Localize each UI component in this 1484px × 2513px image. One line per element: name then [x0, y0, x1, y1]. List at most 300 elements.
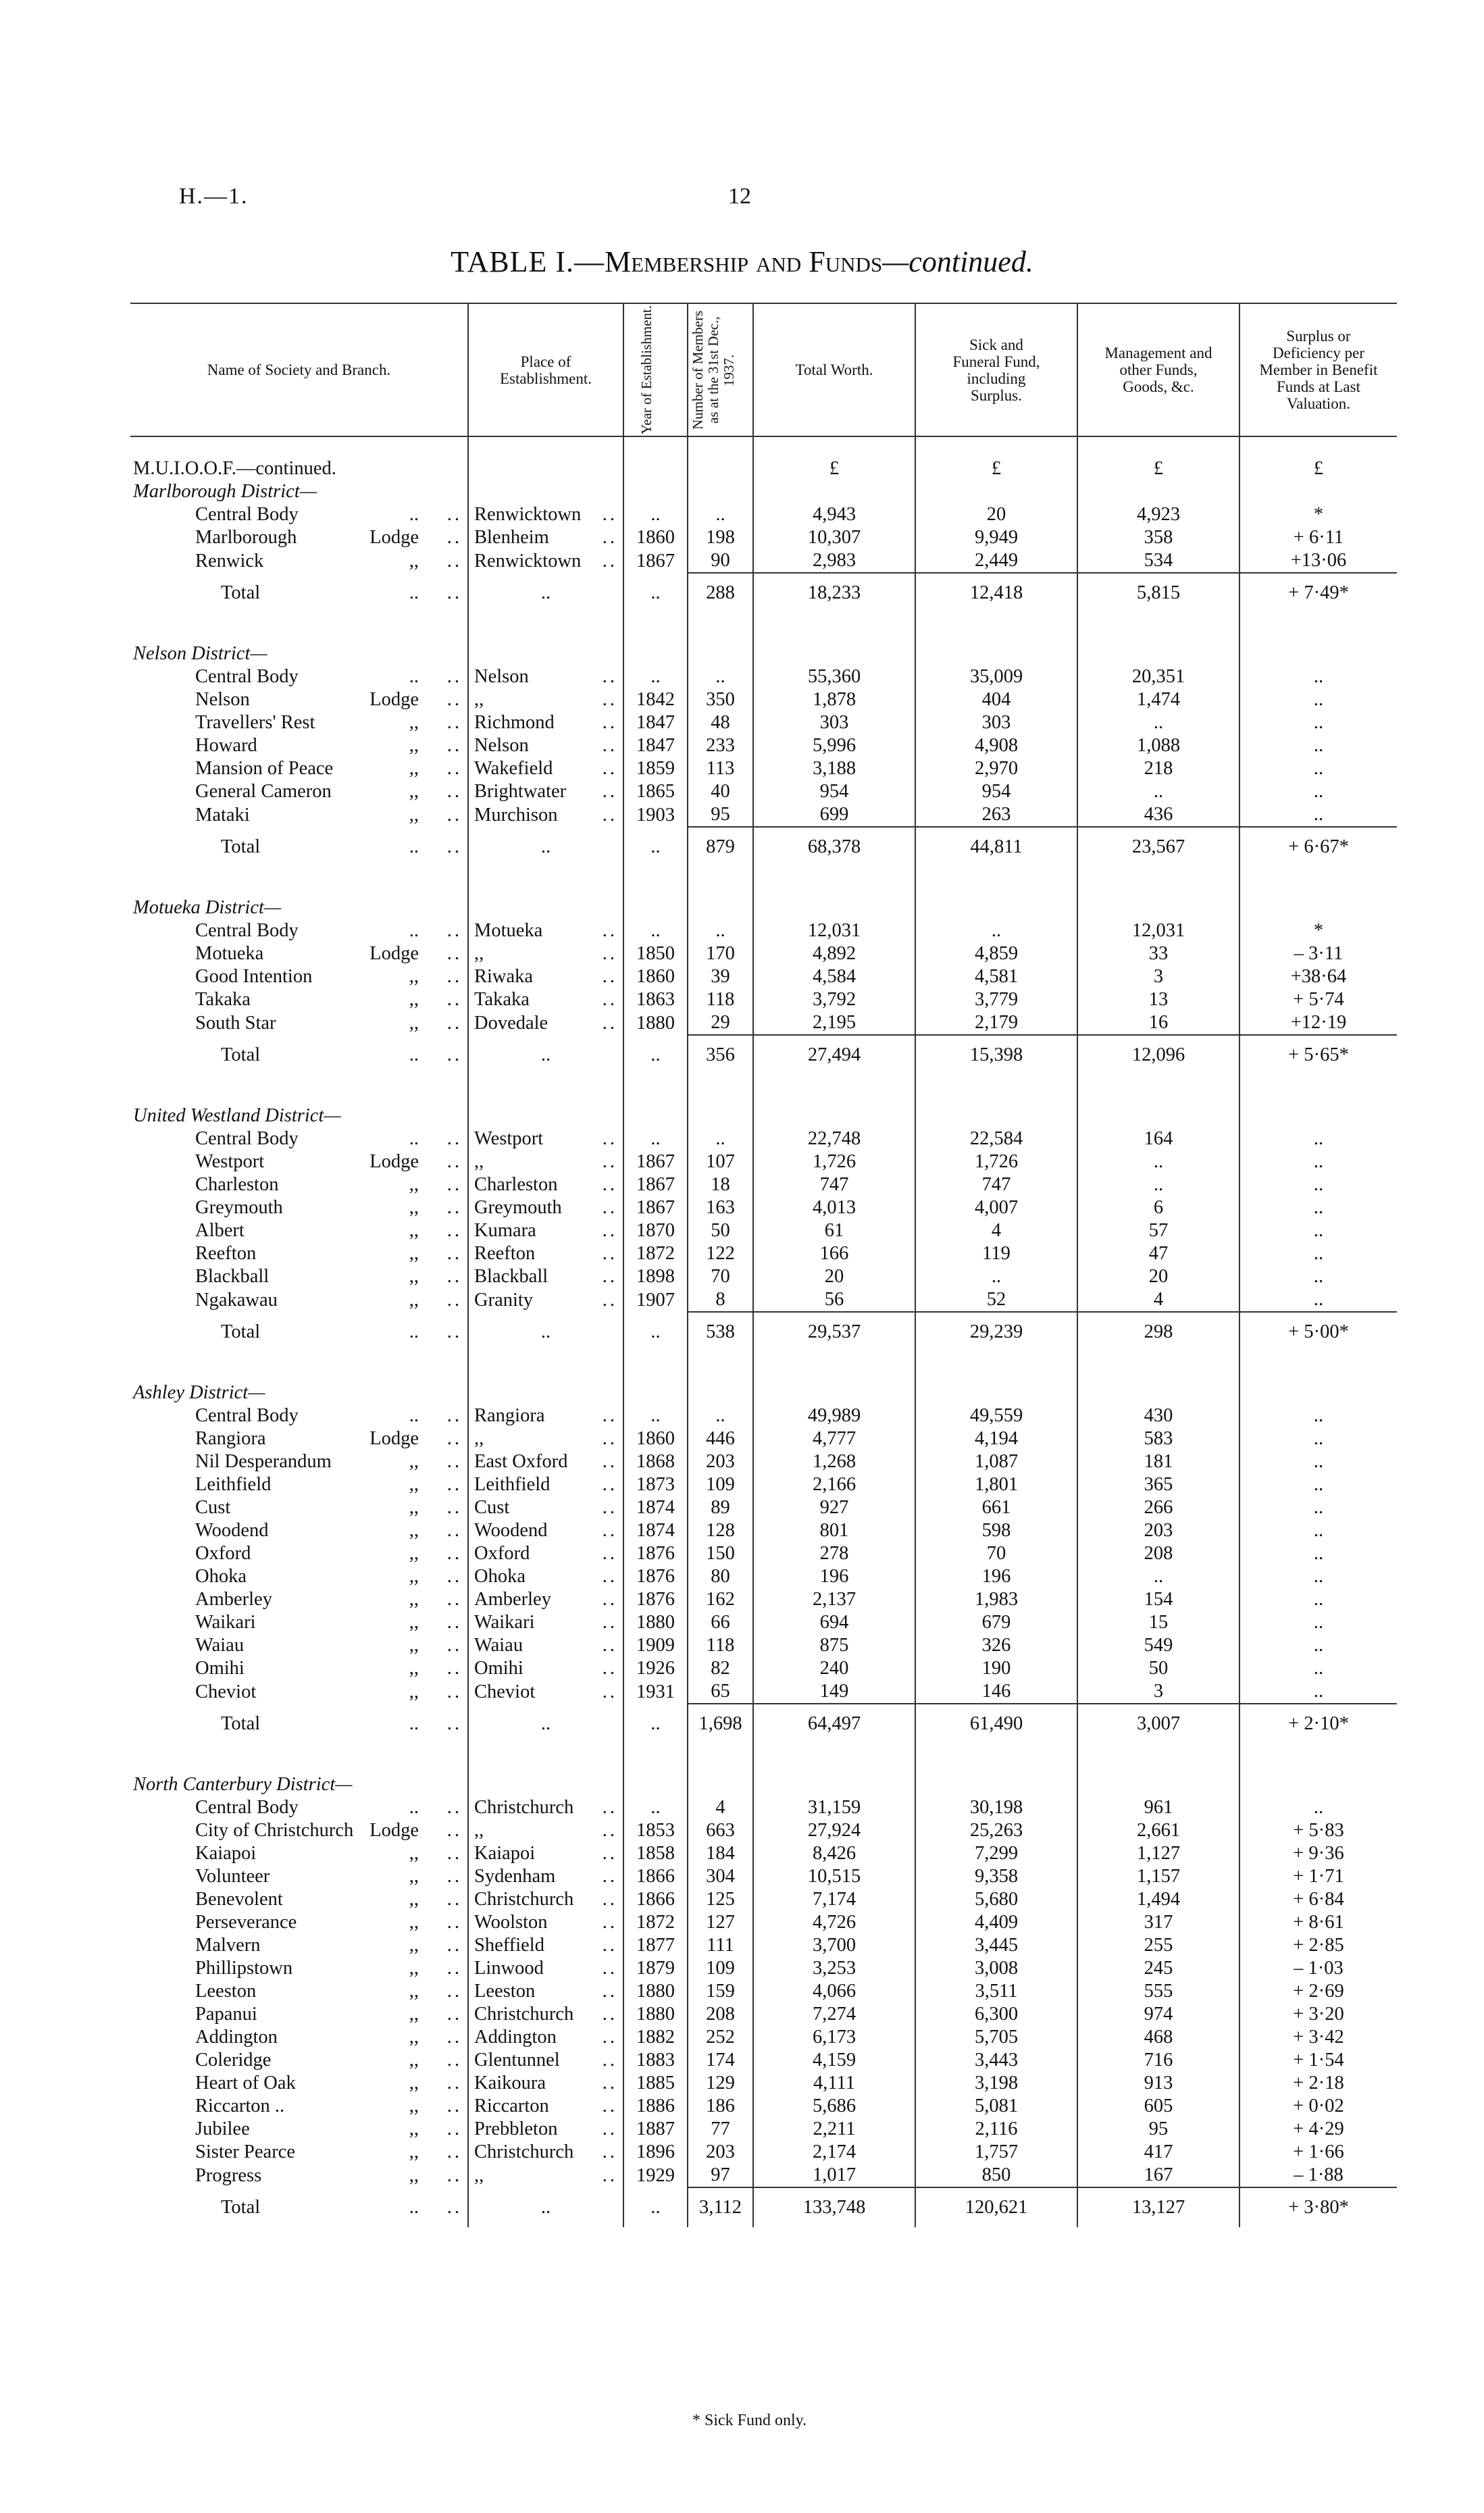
leader-dots: .. — [446, 989, 462, 1010]
total-row — [130, 573, 1397, 613]
branch-name-cell — [130, 711, 468, 734]
branch-name-wrap — [133, 666, 467, 688]
total-worth-cell: 4,777 — [753, 1427, 915, 1450]
sick-fund-cell: 7,299 — [915, 1842, 1077, 1865]
table-row — [130, 1265, 1397, 1288]
management-cell: 974 — [1077, 2003, 1239, 2026]
management-cell: .. — [1077, 711, 1239, 734]
place-cell — [468, 1473, 623, 1496]
branch-name: Central Body — [195, 1405, 299, 1426]
leader-dots: .. — [446, 943, 462, 964]
management-cell: 20,351 — [1077, 665, 1239, 688]
year-cell: 1867 — [623, 549, 688, 573]
branch-name-cell — [130, 2003, 468, 2026]
total-worth-cell: 2,174 — [753, 2141, 915, 2164]
total-worth-cell: 954 — [753, 780, 915, 803]
year-cell: 1879 — [623, 1957, 688, 1980]
leader-dots: .. — [446, 527, 462, 548]
members-cell: 66 — [688, 1611, 753, 1634]
total-worth-cell: 875 — [753, 1634, 915, 1657]
place-wrap — [474, 1520, 623, 1542]
place-cell — [468, 2141, 623, 2164]
spacer-row — [130, 867, 1397, 896]
surplus-cell: * — [1239, 919, 1397, 942]
sick-fund-cell: 3,511 — [915, 1980, 1077, 2003]
total-worth: 29,537 — [753, 1312, 915, 1352]
empty-cell — [623, 867, 688, 896]
branch-name-cell — [130, 1173, 468, 1196]
place-cell — [468, 503, 623, 526]
place-wrap — [474, 1543, 623, 1565]
leader-dots: .. — [446, 2196, 462, 2218]
table-row — [130, 665, 1397, 688]
table-row — [130, 1680, 1397, 1704]
table-row — [130, 1634, 1397, 1657]
total-surplus: + 7·49* — [1239, 573, 1397, 613]
management-cell: 50 — [1077, 1657, 1239, 1680]
leader-dots: .. — [446, 1958, 462, 1979]
place-wrap — [474, 1866, 623, 1887]
management-cell: 13 — [1077, 988, 1239, 1011]
sick-fund-cell: 52 — [915, 1288, 1077, 1312]
place-name: Greymouth — [474, 1197, 562, 1218]
branch-kind-leader: .. — [409, 666, 419, 687]
place-name: Nelson — [474, 666, 529, 687]
year-cell: 1867 — [623, 1173, 688, 1196]
leader-dots: .. — [602, 1266, 617, 1287]
branch-name: Leeston — [195, 1981, 257, 2002]
empty-cell — [1077, 1352, 1239, 1381]
district-heading-row — [130, 896, 1397, 919]
sick-fund-cell: 35,009 — [915, 665, 1077, 688]
total-worth-cell: 166 — [753, 1242, 915, 1265]
empty-cell — [915, 1381, 1077, 1404]
table-row — [130, 1611, 1397, 1634]
branch-name-cell — [130, 1496, 468, 1519]
place-cell — [468, 1542, 623, 1565]
branch-name: Heart of Oak — [195, 2073, 296, 2093]
branch-name: Waiau — [195, 1635, 245, 1656]
table-row — [130, 757, 1397, 780]
place-name: Amberley — [474, 1589, 551, 1610]
branch-kind: ,, — [409, 1543, 419, 1564]
branch-kind: Lodge — [369, 1820, 419, 1841]
branch-name-wrap — [133, 1151, 467, 1173]
place-name: ,, — [474, 943, 484, 964]
leader-dots: .. — [446, 1405, 462, 1426]
empty-cell — [915, 1105, 1077, 1127]
branch-kind: ,, — [409, 1681, 419, 1702]
sick-fund-cell: 263 — [915, 803, 1077, 827]
sick-fund-cell: .. — [915, 1265, 1077, 1288]
branch-name: Riccarton .. — [195, 2096, 285, 2116]
leader-dots: .. — [602, 1197, 617, 1218]
place-cell — [468, 2072, 623, 2095]
total-worth-cell: 4,111 — [753, 2072, 915, 2095]
branch-name-cell — [130, 1980, 468, 2003]
place-wrap — [474, 1151, 623, 1173]
total-row — [130, 1704, 1397, 1744]
surplus-cell: .. — [1239, 711, 1397, 734]
branch-kind: ,, — [409, 804, 419, 826]
empty-cell — [688, 1381, 753, 1404]
leader-dots: .. — [602, 1589, 617, 1610]
place-cell — [468, 2118, 623, 2141]
management-cell: 218 — [1077, 757, 1239, 780]
place-name: Cust — [474, 1497, 510, 1518]
place-cell — [468, 1980, 623, 2003]
branch-kind: ,, — [409, 2073, 419, 2093]
place-cell — [468, 919, 623, 942]
district-heading-row — [130, 480, 1397, 503]
col-header-members: Number of Members as at the 31st Dec., 1937. — [688, 303, 753, 436]
place-cell — [468, 1196, 623, 1219]
sick-fund-cell: 4 — [915, 1219, 1077, 1242]
empty-cell — [468, 1352, 623, 1381]
year-cell: .. — [623, 503, 688, 526]
leader-dots: .. — [602, 1866, 617, 1887]
leader-dots: .. — [446, 1428, 462, 1449]
place-cell — [468, 1450, 623, 1473]
place-cell — [468, 1427, 623, 1450]
place-cell — [468, 1496, 623, 1519]
leader-dots: .. — [409, 1712, 419, 1734]
place-wrap — [474, 2004, 623, 2025]
surplus-cell: + 4·29 — [1239, 2118, 1397, 2141]
total-sick-fund: 12,418 — [915, 573, 1077, 613]
leader-dots: .. — [446, 1289, 462, 1311]
place-name: Oxford — [474, 1543, 530, 1564]
members-cell: 4 — [688, 1796, 753, 1819]
place-cell — [468, 1819, 623, 1842]
branch-name-cell — [130, 1957, 468, 1980]
empty-cell — [1239, 1075, 1397, 1105]
sick-fund-cell: 6,300 — [915, 2003, 1077, 2026]
table-row — [130, 780, 1397, 803]
branch-kind-leader: .. — [409, 1128, 419, 1149]
branch-name-wrap — [133, 1428, 467, 1450]
members-cell: 80 — [688, 1565, 753, 1588]
management-cell: 181 — [1077, 1450, 1239, 1473]
table-body — [130, 436, 1397, 2227]
total-worth-cell: 240 — [753, 1657, 915, 1680]
leader-dots: .. — [446, 1497, 462, 1518]
branch-name-cell — [130, 757, 468, 780]
total-worth-cell: 1,726 — [753, 1150, 915, 1173]
leader-dots: .. — [602, 735, 617, 756]
currency-symbol: £ — [1077, 457, 1239, 480]
sick-fund-cell: 5,081 — [915, 2095, 1077, 2118]
leader-dots: .. — [446, 1197, 462, 1218]
management-cell: 1,474 — [1077, 688, 1239, 711]
place-cell — [468, 1288, 623, 1312]
total-year-leader: .. — [623, 1035, 688, 1075]
branch-name: Westport — [195, 1151, 265, 1172]
branch-name-cell — [130, 2118, 468, 2141]
leader-dots: .. — [602, 2118, 617, 2139]
total-place-leader: .. — [468, 2187, 623, 2227]
branch-name-cell — [130, 1934, 468, 1957]
surplus-cell: + 6·84 — [1239, 1888, 1397, 1911]
total-management: 12,096 — [1077, 1035, 1239, 1075]
branch-kind: Lodge — [369, 689, 419, 710]
total-worth-cell: 149 — [753, 1680, 915, 1704]
place-name: Addington — [474, 2027, 557, 2048]
branch-name-wrap — [133, 1290, 467, 1311]
members-cell: 97 — [688, 2164, 753, 2187]
place-wrap — [474, 1912, 623, 1933]
surplus-cell: .. — [1239, 1427, 1397, 1450]
year-cell: 1847 — [623, 734, 688, 757]
leader-dots: .. — [602, 2050, 617, 2071]
total-label-wrap — [133, 836, 467, 858]
place-name: Reefton — [474, 1243, 536, 1264]
leader-dots: .. — [446, 2164, 462, 2186]
table-row — [130, 2049, 1397, 2072]
year-cell: 1907 — [623, 1288, 688, 1312]
total-management: 23,567 — [1077, 827, 1239, 867]
total-label: Total — [221, 1712, 261, 1734]
total-worth-cell: 4,892 — [753, 942, 915, 965]
total-place-leader: .. — [468, 827, 623, 867]
sick-fund-cell: 4,007 — [915, 1196, 1077, 1219]
leader-dots: .. — [602, 1612, 617, 1633]
sick-fund-cell: 119 — [915, 1242, 1077, 1265]
branch-name: Sister Pearce — [195, 2141, 295, 2162]
surplus-cell: .. — [1239, 1588, 1397, 1611]
table-row — [130, 2095, 1397, 2118]
branch-name-cell — [130, 1196, 468, 1219]
sick-fund-cell: 850 — [915, 2164, 1077, 2187]
page-number: 12 — [728, 184, 751, 209]
branch-name-wrap — [133, 2027, 467, 2048]
leader-dots: .. — [446, 1589, 462, 1610]
management-cell: 1,127 — [1077, 1842, 1239, 1865]
table-row — [130, 1196, 1397, 1219]
branch-name-cell — [130, 780, 468, 803]
year-cell: .. — [623, 919, 688, 942]
spacer-row — [130, 1352, 1397, 1381]
branch-kind: ,, — [409, 1866, 419, 1887]
management-cell: 167 — [1077, 2164, 1239, 2187]
branch-name: Rangiora — [195, 1428, 266, 1449]
year-cell: 1853 — [623, 1819, 688, 1842]
branch-name-cell — [130, 2026, 468, 2049]
leader-dots: .. — [602, 504, 617, 525]
table-row — [130, 2141, 1397, 2164]
table-row — [130, 803, 1397, 827]
members-cell: 40 — [688, 780, 753, 803]
surplus-cell: .. — [1239, 780, 1397, 803]
total-label-wrap — [133, 1321, 467, 1343]
year-cell: 1860 — [623, 965, 688, 988]
sick-fund-cell: 196 — [915, 1565, 1077, 1588]
empty-cell — [1239, 1381, 1397, 1404]
leader-dots: .. — [602, 1220, 617, 1241]
leader-dots: .. — [602, 527, 617, 548]
col-header-year: Year of Establishment. — [623, 303, 688, 436]
place-cell — [468, 1634, 623, 1657]
leader-dots: .. — [446, 1612, 462, 1633]
leader-dots: .. — [602, 1912, 617, 1933]
leader-dots: .. — [602, 966, 617, 987]
management-cell: 47 — [1077, 1242, 1239, 1265]
year-cell: 1876 — [623, 1542, 688, 1565]
place-name: Nelson — [474, 735, 529, 756]
place-name: Rangiora — [474, 1405, 545, 1426]
branch-name-wrap — [133, 1612, 467, 1633]
place-wrap — [474, 527, 623, 549]
place-wrap — [474, 1612, 623, 1633]
empty-cell — [688, 613, 753, 642]
table-row — [130, 1542, 1397, 1565]
branch-name-wrap — [133, 966, 467, 988]
branch-name-cell — [130, 965, 468, 988]
place-wrap — [474, 504, 623, 526]
place-cell — [468, 1519, 623, 1542]
table-row — [130, 1934, 1397, 1957]
surplus-cell: + 2·18 — [1239, 2072, 1397, 2095]
management-cell: 255 — [1077, 1934, 1239, 1957]
branch-kind: Lodge — [369, 1428, 419, 1449]
year-cell: 1885 — [623, 2072, 688, 2095]
table-title-main: TABLE I.— — [451, 245, 605, 278]
place-wrap — [474, 1681, 623, 1703]
total-label-cell — [130, 2187, 468, 2227]
total-worth-cell: 10,515 — [753, 1865, 915, 1888]
place-name: Sydenham — [474, 1866, 556, 1887]
total-worth-cell: 927 — [753, 1496, 915, 1519]
branch-kind-leader: .. — [409, 1405, 419, 1426]
place-cell — [468, 711, 623, 734]
total-worth-cell: 3,792 — [753, 988, 915, 1011]
total-worth-cell: 4,013 — [753, 1196, 915, 1219]
management-cell: 913 — [1077, 2072, 1239, 2095]
surplus-cell: .. — [1239, 1127, 1397, 1150]
total-worth-cell: 1,017 — [753, 2164, 915, 2187]
sick-fund-cell: 146 — [915, 1680, 1077, 1704]
total-worth-cell: 4,584 — [753, 965, 915, 988]
place-wrap — [474, 1197, 623, 1219]
leader-dots: .. — [602, 1843, 617, 1864]
table-row — [130, 1173, 1397, 1196]
branch-name-cell — [130, 1242, 468, 1265]
branch-kind: ,, — [409, 1658, 419, 1679]
total-worth-cell: 4,726 — [753, 1911, 915, 1934]
empty-cell — [1239, 896, 1397, 919]
total-sick-fund: 120,621 — [915, 2187, 1077, 2227]
place-name: Renwicktown — [474, 504, 582, 525]
year-cell: 1880 — [623, 1611, 688, 1634]
management-cell: 154 — [1077, 1588, 1239, 1611]
branch-name-cell — [130, 1888, 468, 1911]
surplus-cell: + 5·74 — [1239, 988, 1397, 1011]
leader-dots: .. — [446, 2096, 462, 2116]
place-name: Kumara — [474, 1220, 536, 1241]
year-cell: 1887 — [623, 2118, 688, 2141]
currency-symbol: £ — [1239, 457, 1397, 480]
leader-dots: .. — [446, 1012, 462, 1034]
year-cell: 1868 — [623, 1450, 688, 1473]
surplus-cell: + 1·54 — [1239, 2049, 1397, 2072]
branch-name-wrap — [133, 2073, 467, 2094]
branch-name-wrap — [133, 989, 467, 1011]
surplus-cell: .. — [1239, 688, 1397, 711]
management-cell: 3 — [1077, 1680, 1239, 1704]
leader-dots: .. — [602, 1543, 617, 1564]
empty-cell — [623, 1105, 688, 1127]
place-name: Richmond — [474, 712, 555, 733]
branch-kind: ,, — [409, 1589, 419, 1610]
management-cell: 436 — [1077, 803, 1239, 827]
sick-fund-cell: 679 — [915, 1611, 1077, 1634]
members-cell: .. — [688, 919, 753, 942]
district-heading-row — [130, 1381, 1397, 1404]
management-cell: 12,031 — [1077, 919, 1239, 942]
place-name: Ohoka — [474, 1566, 526, 1587]
year-cell: 1867 — [623, 1150, 688, 1173]
branch-kind: ,, — [409, 2164, 419, 2186]
leader-dots: .. — [602, 989, 617, 1010]
members-cell: 203 — [688, 1450, 753, 1473]
branch-name-wrap — [133, 1635, 467, 1656]
members-cell: 77 — [688, 2118, 753, 2141]
sick-fund-cell: 4,908 — [915, 734, 1077, 757]
management-cell: 961 — [1077, 1796, 1239, 1819]
year-cell: 1859 — [623, 757, 688, 780]
leader-dots: .. — [446, 1174, 462, 1195]
place-cell — [468, 2049, 623, 2072]
branch-kind: ,, — [409, 1474, 419, 1495]
place-cell — [468, 734, 623, 757]
place-wrap — [474, 966, 623, 988]
members-cell: 90 — [688, 549, 753, 573]
col-header-name: Name of Society and Branch. — [130, 303, 468, 436]
empty-cell — [915, 896, 1077, 919]
total-place-leader: .. — [468, 1035, 623, 1075]
branch-name-wrap — [133, 1912, 467, 1933]
total-worth-cell: 278 — [753, 1542, 915, 1565]
branch-name: Central Body — [195, 504, 299, 525]
leader-dots: .. — [602, 2096, 617, 2116]
members-cell: 89 — [688, 1496, 753, 1519]
branch-kind: ,, — [409, 1612, 419, 1633]
members-cell: 174 — [688, 2049, 753, 2072]
leader-dots: .. — [602, 1820, 617, 1841]
place-cell — [468, 1796, 623, 1819]
management-cell: 1,088 — [1077, 734, 1239, 757]
members-cell: 118 — [688, 988, 753, 1011]
sick-fund-cell: 1,087 — [915, 1450, 1077, 1473]
empty-cell — [1077, 480, 1239, 503]
col-header-place: Place of Establishment. — [468, 303, 623, 436]
branch-name: Mansion of Peace — [195, 758, 334, 779]
leader-dots: .. — [446, 1635, 462, 1656]
total-management: 3,007 — [1077, 1704, 1239, 1744]
place-name: Brightwater — [474, 781, 567, 802]
empty-cell — [1077, 642, 1239, 665]
leader-dots: .. — [602, 550, 617, 572]
place-wrap — [474, 689, 623, 711]
place-cell — [468, 688, 623, 711]
branch-name: Phillipstown — [195, 1958, 293, 1979]
surplus-cell: – 3·11 — [1239, 942, 1397, 965]
sick-fund-cell: 22,584 — [915, 1127, 1077, 1150]
empty-cell — [1077, 1075, 1239, 1105]
branch-name-cell — [130, 1150, 468, 1173]
management-cell: 15 — [1077, 1611, 1239, 1634]
place-name: Prebbleton — [474, 2118, 558, 2139]
